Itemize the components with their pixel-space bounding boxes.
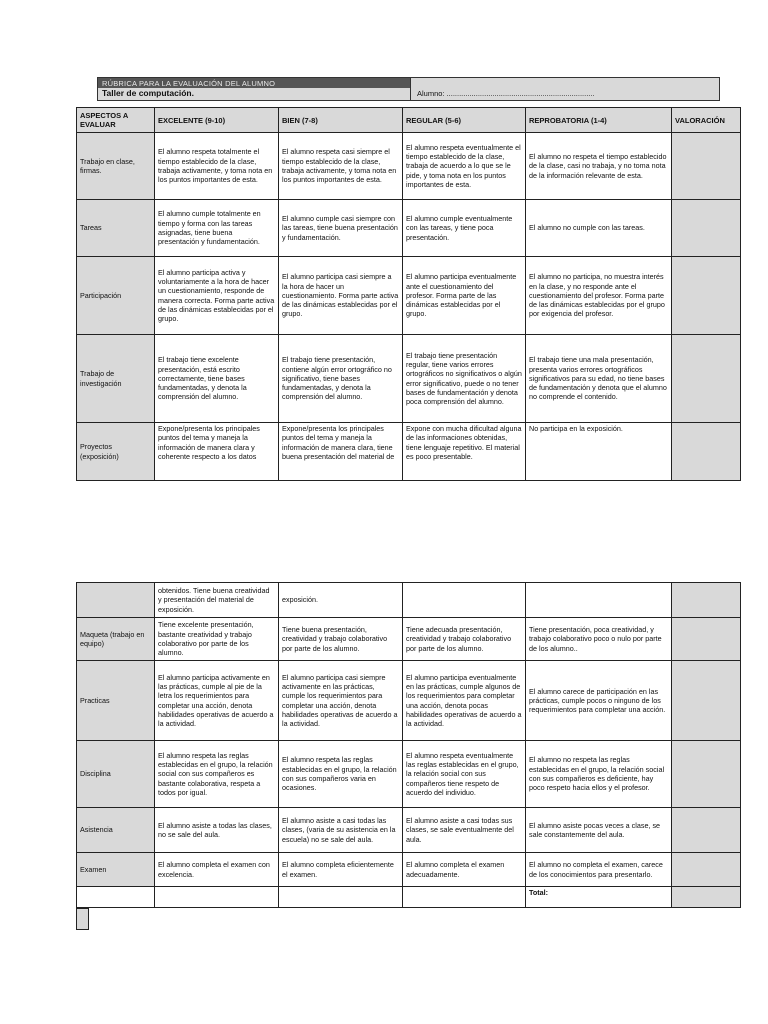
regular-cell: El alumno respeta eventualmente las reglas establecidas en el grupo, la relación social con sus compañeros tiene respeto de acuerdo del individuo. — [403, 741, 526, 808]
col-header-valoracion: VALORACIÓN — [672, 108, 741, 133]
reprobatoria-cell: Tiene presentación, poca creatividad, y trabajo colaborativo poco o nulo por parte de los alumno.. — [526, 618, 672, 661]
empty-cell — [77, 887, 155, 908]
bien-cell: Expone/presenta los principales puntos del tema y maneja la información de manera clara, tiene buena presentación del material de — [279, 423, 403, 481]
bien-cell: El alumno respeta casi siempre el tiempo establecido de la clase, trabaja activamente, y toma nota en los puntos importantes de esta. — [279, 133, 403, 200]
rubric-table-page1 — [76, 107, 741, 481]
empty-cell — [403, 887, 526, 908]
aspect-cell: Trabajo de investigación — [77, 335, 155, 423]
rubric-table-page2 — [76, 582, 741, 908]
regular-cell: El alumno cumple eventualmente con las tareas, y tiene poca presentación. — [403, 200, 526, 257]
student-name-field[interactable] — [410, 77, 720, 101]
rubric-title: RÚBRICA PARA LA EVALUACIÓN DEL ALUMNO — [97, 77, 411, 89]
reprobatoria-cell: El alumno no respeta las reglas establecidas en el grupo, la relación social con sus compañeros es deficiente, hay poco respeto hacia ellos y el profesor. — [526, 741, 672, 808]
aspect-cell: Examen — [77, 853, 155, 887]
bien-cell: Tiene buena presentación, creatividad y trabajo colaborativo por parte de los alumno. — [279, 618, 403, 661]
valoracion-cell[interactable] — [672, 423, 741, 481]
table-row — [77, 661, 741, 741]
excelente-cell: El alumno respeta las reglas establecidas en el grupo, la relación social con sus compañeros es bastante colaborativa, respeta a todos por igual. — [155, 741, 279, 808]
reprobatoria-cell: El trabajo tiene una mala presentación, presenta varios errores ortográficos significativos para su edad, no tiene bases de fundamentación y denota que el alumno no comprende el contenido. — [526, 335, 672, 423]
excelente-cell: Expone/presenta los principales puntos del tema y maneja la información de manera clara y coherente respecto a los datos — [155, 423, 279, 481]
excelente-cell: El alumno cumple totalmente en tiempo y forma con las tareas asignadas, tiene buena presentación y fundamentación. — [155, 200, 279, 257]
regular-cell: El alumno completa el examen adecuadamente. — [403, 853, 526, 887]
excelente-cell: El alumno participa activamente en las prácticas, cumple al pie de la letra los requerimientos para completar una acción, denota habilidades operativas de acuerdo a la actividad. — [155, 661, 279, 741]
table-row — [77, 583, 741, 618]
table-row — [77, 133, 741, 200]
col-header-excelente: EXCELENTE (9-10) — [155, 108, 279, 133]
excelente-cell: El alumno completa el examen con excelencia. — [155, 853, 279, 887]
aspect-cell: Trabajo en clase, firmas. — [77, 133, 155, 200]
aspect-cell: Tareas — [77, 200, 155, 257]
col-header-reprobatoria: REPROBATORIA (1-4) — [526, 108, 672, 133]
valoracion-cell[interactable] — [672, 335, 741, 423]
regular-cell: El alumno participa eventualmente ante el cuestionamiento del profesor. Forma parte de las dinámicas establecidas por el grupo. — [403, 257, 526, 335]
regular-cell: El trabajo tiene presentación regular, tiene varios errores ortográficos no significativos o algún error significativo, puede o no tener bases de fundamentación y denota poca comprensión del alumno. — [403, 335, 526, 423]
excelente-cell: obtenidos. Tiene buena creatividad y presentación del material de exposición. — [155, 583, 279, 618]
regular-cell: Expone con mucha dificultad alguna de las informaciones obtenidas, tiene lenguaje repetitivo. El material es poco presentable. — [403, 423, 526, 481]
excelente-cell: El alumno respeta totalmente el tiempo establecido de la clase, trabaja activamente, y toma nota en los puntos importantes de esta. — [155, 133, 279, 200]
table-row — [77, 423, 741, 481]
regular-cell — [403, 583, 526, 618]
aspect-cell: Participación — [77, 257, 155, 335]
bien-cell: exposición. — [279, 583, 403, 618]
bien-cell: El alumno participa casi siempre a la hora de hacer un cuestionamiento. Forma parte activa de las dinámicas establecidas por el grupo. — [279, 257, 403, 335]
total-row — [77, 887, 741, 908]
bien-cell: El alumno respeta las reglas establecidas en el grupo, la relación con sus compañeros varia en ocasiones. — [279, 741, 403, 808]
excelente-cell: El trabajo tiene excelente presentación, está escrito correctamente, tiene bases fundamentadas, y denota la comprensión del alumno. — [155, 335, 279, 423]
valoracion-cell[interactable] — [672, 257, 741, 335]
reprobatoria-cell: El alumno no cumple con las tareas. — [526, 200, 672, 257]
reprobatoria-cell: El alumno no completa el examen, carece de los conocimientos para presentarlo. — [526, 853, 672, 887]
table-header-row — [77, 108, 741, 133]
table-row — [77, 257, 741, 335]
empty-cell — [155, 887, 279, 908]
empty-cell — [279, 887, 403, 908]
valoracion-cell[interactable] — [672, 133, 741, 200]
bien-cell: El alumno cumple casi siempre con las tareas, tiene buena presentación y fundamentación. — [279, 200, 403, 257]
col-header-regular: REGULAR (5-6) — [403, 108, 526, 133]
reprobatoria-cell: El alumno asiste pocas veces a clase, se sale constantemente del aula. — [526, 808, 672, 853]
valoracion-cell[interactable] — [672, 741, 741, 808]
total-label: Total: — [526, 887, 672, 908]
valoracion-cell[interactable] — [672, 583, 741, 618]
reprobatoria-cell: El alumno carece de participación en las prácticas, cumple pocos o ninguno de los requerimientos para completar una acción. — [526, 661, 672, 741]
bien-cell: El alumno completa eficientemente el examen. — [279, 853, 403, 887]
table-row — [77, 853, 741, 887]
aspect-cell — [77, 583, 155, 618]
aspect-cell: Proyectos (exposición) — [77, 423, 155, 481]
reprobatoria-cell: El alumno no respeta el tiempo establecido de la clase, casi no trabaja, y no toma nota de la información relevante de esta. — [526, 133, 672, 200]
valoracion-cell[interactable] — [672, 200, 741, 257]
student-label: Alumno: ....................................................................... — [417, 89, 595, 98]
excelente-cell: El alumno participa activa y voluntariamente a la hora de hacer un cuestionamiento, responde de manera correcta. Forma parte activa de las dinámicas establecidas por el grupo. — [155, 257, 279, 335]
valoracion-cell[interactable] — [672, 853, 741, 887]
total-value-cell[interactable] — [672, 887, 741, 908]
reprobatoria-cell — [526, 583, 672, 618]
reprobatoria-cell: No participa en la exposición. — [526, 423, 672, 481]
regular-cell: El alumno asiste a casi todas sus clases, se sale eventualmente del aula. — [403, 808, 526, 853]
aspect-cell: Maqueta (trabajo en equipo) — [77, 618, 155, 661]
regular-cell: El alumno respeta eventualmente el tiempo establecido de la clase, trabaja de acuerdo a lo que se le pide, y toma nota en los puntos importantes de esta. — [403, 133, 526, 200]
bien-cell: El trabajo tiene presentación, contiene algún error ortográfico no significativo, tiene bases fundamentadas, y denota la comprensión del alumno. — [279, 335, 403, 423]
aspect-cell: Practicas — [77, 661, 155, 741]
table-row — [77, 200, 741, 257]
col-header-bien: BIEN (7-8) — [279, 108, 403, 133]
bien-cell: El alumno asiste a casi todas las clases, (varia de su asistencia en la escuela) no se sale del aula. — [279, 808, 403, 853]
bien-cell: El alumno participa casi siempre activamente en las prácticas, cumple los requerimientos para completar una acción, denota habilidades operativas de acuerdo a la actividad. — [279, 661, 403, 741]
valoracion-cell[interactable] — [672, 808, 741, 853]
aspect-cell: Asistencia — [77, 808, 155, 853]
col-header-aspect: ASPECTOS A EVALUAR — [77, 108, 155, 133]
regular-cell: Tiene adecuada presentación, creatividad y trabajo colaborativo por parte de los alumno. — [403, 618, 526, 661]
table-row — [77, 808, 741, 853]
reprobatoria-cell: El alumno no participa, no muestra interés en la clase, y no responde ante el cuestionamiento del profesor. Forma parte de las dinámicas establecidas por el grupo por exigencia del profesor. — [526, 257, 672, 335]
excelente-cell: El alumno asiste a todas las clases, no se sale del aula. — [155, 808, 279, 853]
table-continuation-stub — [76, 908, 89, 930]
table-row — [77, 618, 741, 661]
aspect-cell: Disciplina — [77, 741, 155, 808]
regular-cell: El alumno participa eventualmente en las prácticas, cumple algunos de los requerimientos para completar una acción, denota pocas habilidades operativas de acuerdo a la actividad. — [403, 661, 526, 741]
valoracion-cell[interactable] — [672, 661, 741, 741]
excelente-cell: Tiene excelente presentación, bastante creatividad y trabajo colaborativo por parte de los alumno. — [155, 618, 279, 661]
valoracion-cell[interactable] — [672, 618, 741, 661]
subject-title: Taller de computación. — [97, 88, 411, 101]
table-row — [77, 741, 741, 808]
table-row — [77, 335, 741, 423]
